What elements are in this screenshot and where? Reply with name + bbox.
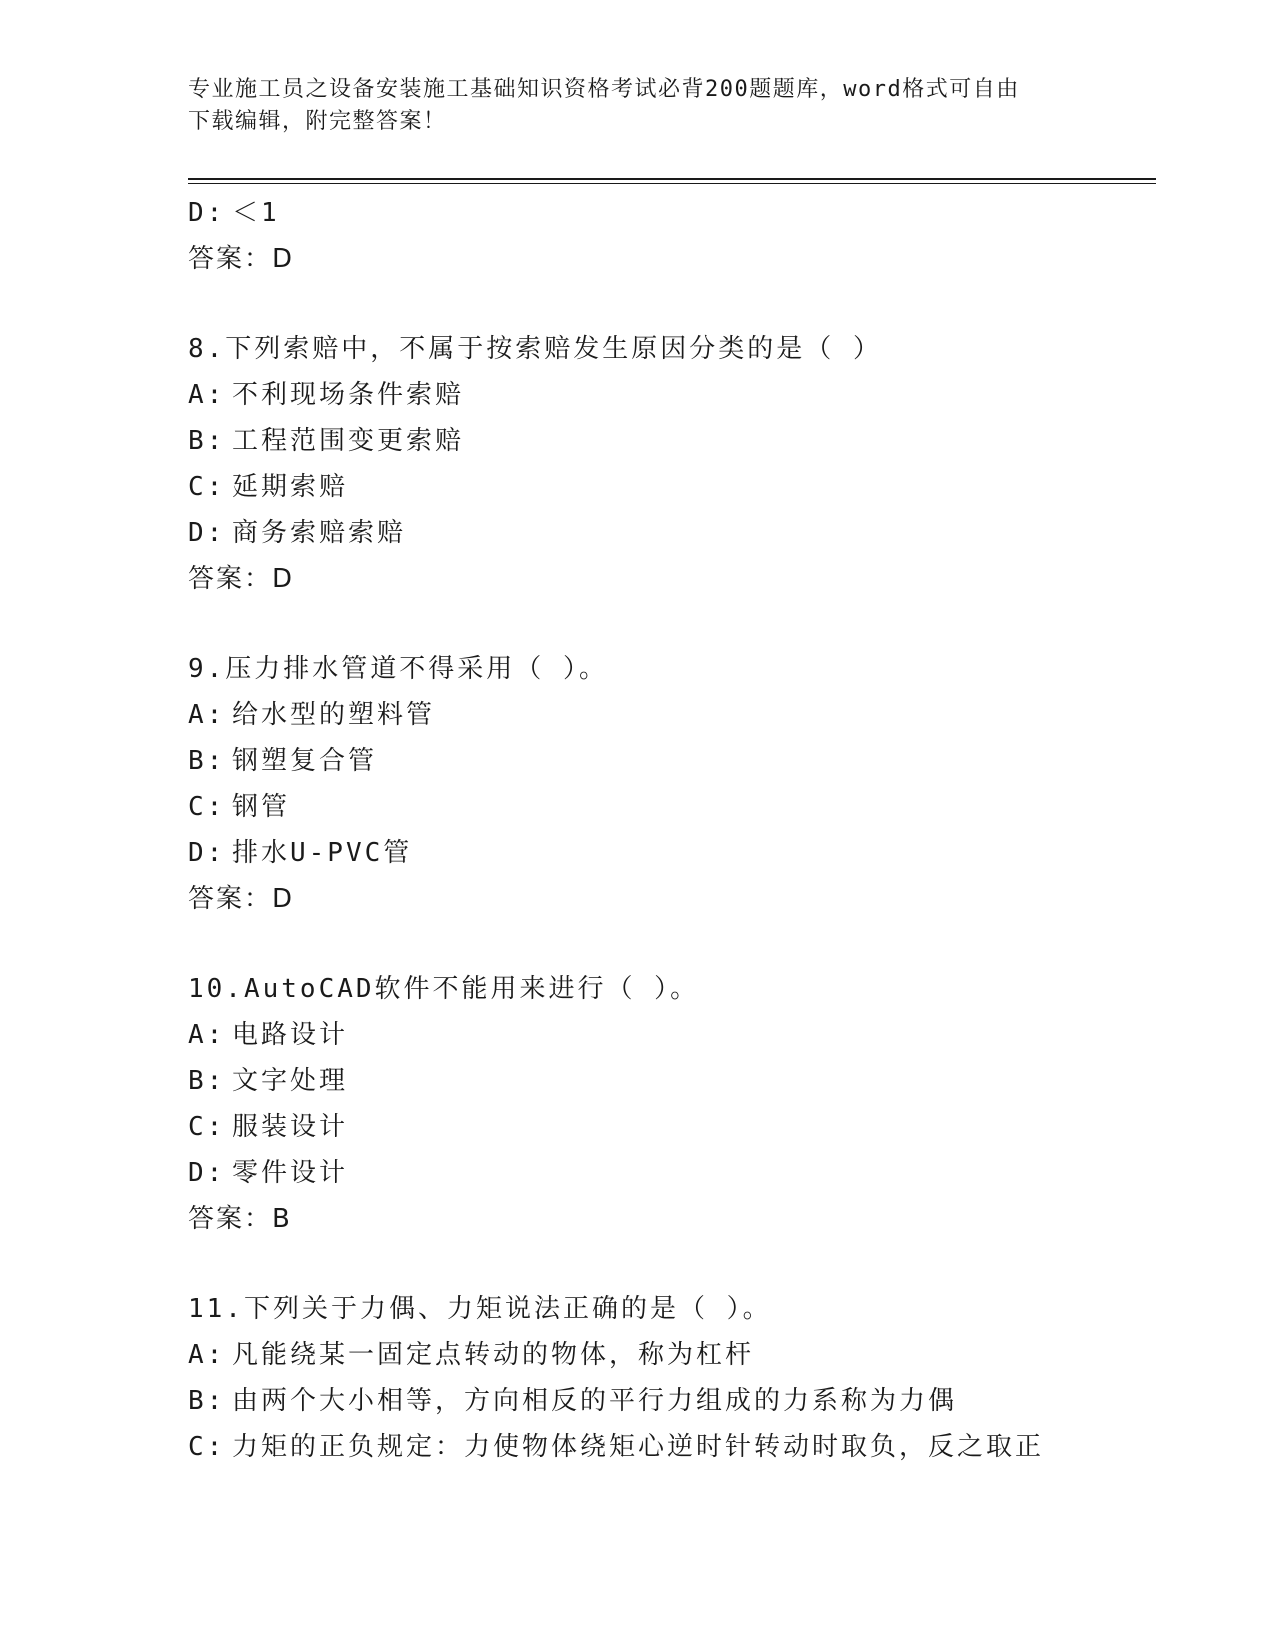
page-header [188, 74, 1088, 138]
option-label: C: [188, 472, 226, 502]
answer: 答案：D [188, 884, 295, 914]
question-list [188, 190, 1156, 1470]
option-c [188, 1424, 1156, 1470]
option-a [188, 372, 1156, 418]
option-text: 排水U-PVC管 [232, 838, 413, 868]
prev-answer: 答案：D [188, 244, 295, 274]
option-d [188, 1150, 1156, 1196]
option-c [188, 784, 1156, 830]
option-a [188, 692, 1156, 738]
option-label: B: [188, 1386, 226, 1416]
option-label: B: [188, 746, 226, 776]
question-text: 9.压力排水管道不得采用（ ）。 [188, 654, 608, 684]
question-text: 8.下列索赔中，不属于按索赔发生原因分类的是（ ） [188, 334, 882, 364]
option-text: 延期索赔 [232, 472, 349, 502]
option-label: A: [188, 700, 226, 730]
option-label: D: [188, 518, 226, 548]
question-11 [188, 1286, 1156, 1470]
option-text: 钢塑复合管 [232, 746, 378, 776]
question-text: 10.AutoCAD软件不能用来进行（ ）。 [188, 974, 700, 1004]
option-label: C: [188, 792, 226, 822]
option-label: A: [188, 1340, 226, 1370]
header-line-1: 专业施工员之设备安装施工基础知识资格考试必背200题题库，word格式可自由 [188, 77, 1020, 102]
option-d [188, 830, 1156, 876]
option-c [188, 1104, 1156, 1150]
option-label: C: [188, 1432, 226, 1462]
option-label: B: [188, 426, 226, 456]
question-text: 11.下列关于力偶、力矩说法正确的是（ ）。 [188, 1294, 772, 1324]
question-10 [188, 966, 1156, 1242]
answer: 答案：B [188, 1204, 292, 1234]
option-a [188, 1332, 1156, 1378]
option-text: 服装设计 [232, 1112, 349, 1142]
option-b [188, 1058, 1156, 1104]
option-label: D: [188, 838, 226, 868]
option-text: 钢管 [232, 792, 291, 822]
option-text: 商务索赔索赔 [232, 518, 407, 548]
option-a [188, 1012, 1156, 1058]
spacer [188, 1242, 1156, 1286]
question-9 [188, 646, 1156, 922]
option-b [188, 738, 1156, 784]
option-label: C: [188, 1112, 226, 1142]
option-label: D: [188, 198, 226, 228]
option-label: A: [188, 1020, 226, 1050]
option-text: 力矩的正负规定：力使物体绕矩心逆时针转动时取负，反之取正 [232, 1432, 1045, 1462]
spacer [188, 602, 1156, 646]
header-divider-thick [188, 178, 1156, 180]
option-d [188, 510, 1156, 556]
question-8 [188, 326, 1156, 602]
option-text: 零件设计 [232, 1158, 349, 1188]
option-text: 不利现场条件索赔 [232, 380, 465, 410]
option-text: 电路设计 [232, 1020, 349, 1050]
option-text: 凡能绕某一固定点转动的物体，称为杠杆 [232, 1340, 755, 1370]
spacer [188, 282, 1156, 326]
header-divider-thin [188, 183, 1156, 184]
option-text: 由两个大小相等，方向相反的平行力组成的力系称为力偶 [232, 1386, 958, 1416]
prev-option-d [188, 190, 1156, 236]
option-label: A: [188, 380, 226, 410]
option-label: D: [188, 1158, 226, 1188]
option-b [188, 418, 1156, 464]
option-label: B: [188, 1066, 226, 1096]
option-text: ＜1 [232, 198, 280, 228]
answer: 答案：D [188, 564, 295, 594]
option-text: 给水型的塑料管 [232, 700, 436, 730]
option-b [188, 1378, 1156, 1424]
header-line-2: 下载编辑，附完整答案！ [188, 109, 447, 134]
option-text: 文字处理 [232, 1066, 349, 1096]
option-text: 工程范围变更索赔 [232, 426, 465, 456]
spacer [188, 922, 1156, 966]
option-c [188, 464, 1156, 510]
